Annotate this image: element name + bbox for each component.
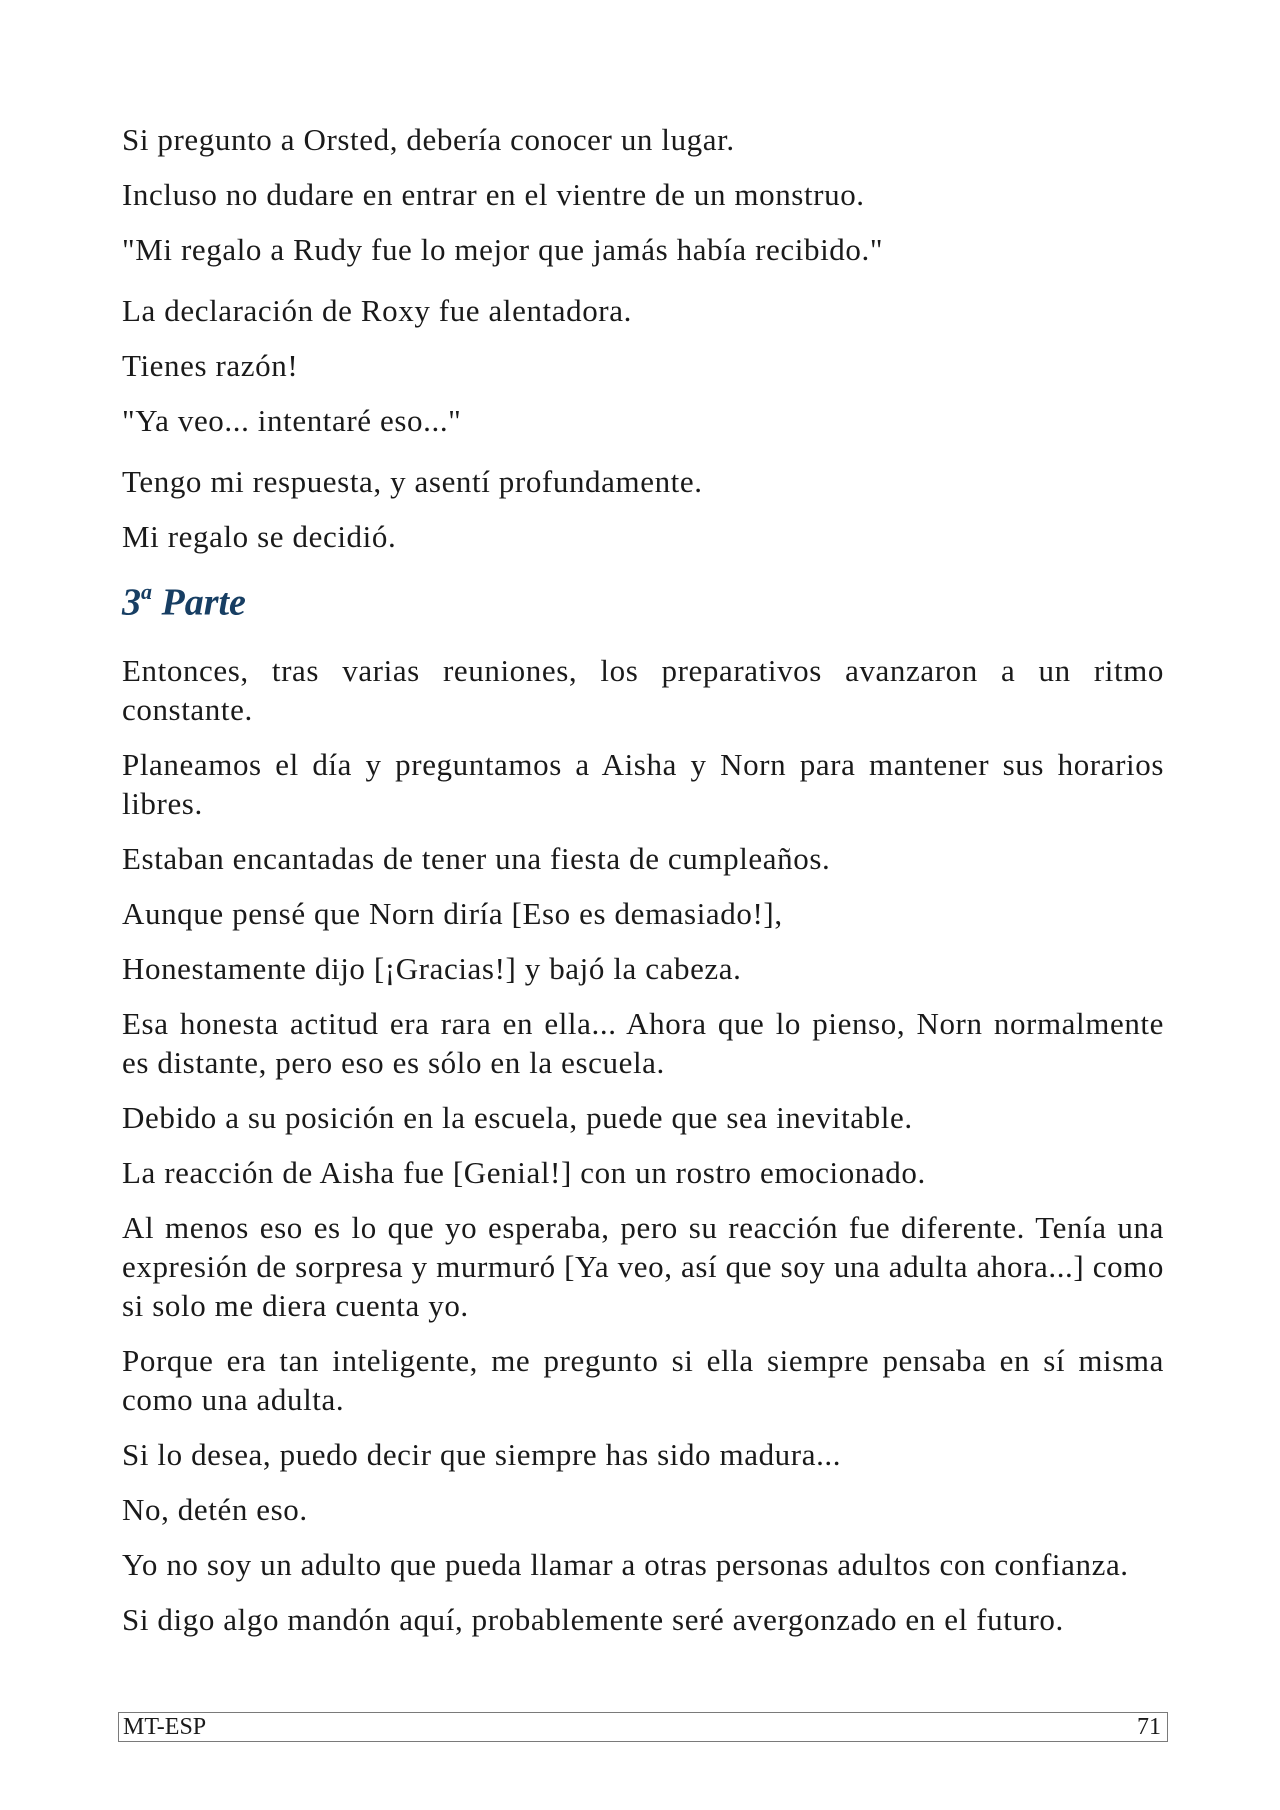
paragraph: Planeamos el día y preguntamos a Aisha y Norn para mantener sus horarios libres. — [122, 746, 1164, 821]
paragraph: Si pregunto a Orsted, debería conocer un lugar. — [122, 122, 735, 157]
paragraph: La declaración de Roxy fue alentadora. — [122, 293, 632, 328]
paragraph: Entonces, tras varias reuniones, los preparativos avanzaron a un ritmo constante. — [122, 652, 1164, 727]
paragraph: Aunque pensé que Norn diría [Eso es demasiado!], — [122, 895, 783, 931]
page-number: 71 — [1137, 1714, 1161, 1740]
section-heading — [122, 572, 1164, 625]
paragraph: Estaban encantadas de tener una fiesta de cumpleaños. — [122, 840, 831, 876]
text-block-before — [122, 120, 1164, 556]
page-footer — [118, 1712, 1168, 1742]
paragraph: Al menos eso es lo que yo esperaba, pero su reacción fue diferente. Tenía una expresión de sorpresa y murmuró [Ya veo, así que soy una adulta ahora...] como si solo me diera cuenta yo. — [122, 1209, 1164, 1323]
paragraph: Si digo algo mandón aquí, probablemente seré avergonzado en el futuro. — [122, 1601, 1064, 1637]
footer-label: MT-ESP — [123, 1714, 207, 1740]
paragraph: Incluso no dudare en entrar en el vientre de un monstruo. — [122, 177, 865, 212]
paragraph: Honestamente dijo [¡Gracias!] y bajó la cabeza. — [122, 950, 742, 986]
paragraph: Debido a su posición en la escuela, puede que sea inevitable. — [122, 1099, 913, 1135]
paragraph: Tengo mi respuesta, y asentí profundamente. — [122, 464, 703, 499]
paragraph: No, detén eso. — [122, 1491, 308, 1527]
paragraph: Tienes razón! — [122, 348, 299, 383]
paragraph: La reacción de Aisha fue [Genial!] con un rostro emocionado. — [122, 1154, 926, 1190]
section-ordinal-superscript: a — [141, 579, 152, 604]
paragraph: Esa honesta actitud era rara en ella... Ahora que lo pienso, Norn normalmente es distante, pero eso es sólo en la escuela. — [122, 1005, 1164, 1080]
dialog-paragraph: "Ya veo... intentaré eso..." — [122, 403, 462, 438]
paragraph: Mi regalo se decidió. — [122, 519, 397, 554]
dialog-paragraph: "Mi regalo a Rudy fue lo mejor que jamás había recibido." — [122, 232, 884, 267]
section-title: Parte — [161, 581, 246, 624]
paragraph: Porque era tan inteligente, me pregunto si ella siempre pensaba en sí misma como una adulta. — [122, 1342, 1164, 1417]
text-block-after — [122, 651, 1164, 1639]
paragraph: Si lo desea, puedo decir que siempre has sido madura... — [122, 1436, 842, 1472]
page-body — [122, 120, 1164, 1655]
section-number: 3 — [122, 581, 141, 624]
paragraph: Yo no soy un adulto que pueda llamar a otras personas adultos con confianza. — [122, 1546, 1129, 1582]
